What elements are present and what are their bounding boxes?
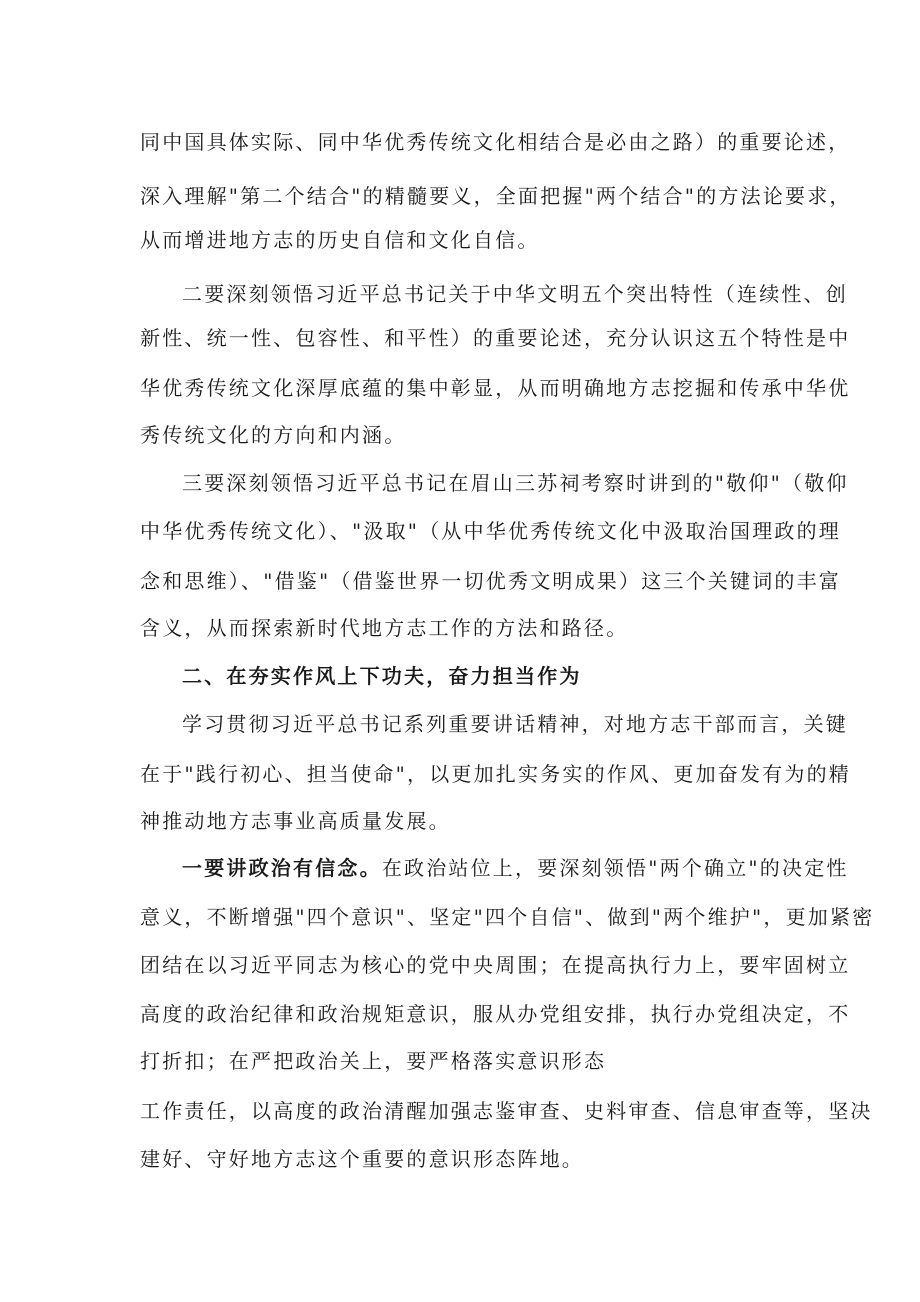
para6-line-2: 建好、守好地方志这个重要的意识形态阵地。	[140, 1147, 584, 1171]
para4-line-1: 学习贯彻习近平总书记系列重要讲话精神，对地方志干部而言，关键	[182, 712, 848, 736]
para1-line-3: 从而增进地方志的历史自信和文化自信。	[140, 228, 540, 252]
para5-line-1-rest: 在政治站位上，要深刻领悟"两个确立"的决定性	[381, 856, 849, 880]
para5-line-4: 高度的政治纪律和政治规矩意识，服从办党组安排，执行办党组决定，不	[140, 1002, 851, 1026]
para1-line-1: 同中国具体实际、同中华优秀传统文化相结合是必由之路）的重要论述，	[140, 130, 851, 154]
para3-line-1: 三要深刻领悟习近平总书记在眉山三苏祠考察时讲到的"敬仰"（敬仰	[182, 471, 849, 495]
para5-line-5: 打折扣；在严把政治关上，要严格落实意识形态	[140, 1049, 607, 1073]
para3-line-2: 中华优秀传统文化）、"汲取"（从中华优秀传统文化中汲取治国理政的理	[140, 519, 841, 543]
para2-line-1: 二要深刻领悟习近平总书记关于中华文明五个突出特性（连续性、创	[182, 282, 848, 306]
para4-line-2: 在于"践行初心、担当使命"，以更加扎实务实的作风、更加奋发有为的精	[140, 762, 851, 786]
para2-line-2: 新性、统一性、包容性、和平性）的重要论述，充分认识这五个特性是中	[140, 326, 851, 350]
para6-line-1: 工作责任，以高度的政治清醒加强志鉴审查、史料审查、信息审查等，坚决	[140, 1099, 873, 1123]
para5-line-3: 团结在以习近平同志为核心的党中央周围；在提高执行力上，要牢固树立	[140, 953, 851, 977]
para2-line-4: 秀传统文化的方向和内涵。	[140, 423, 407, 447]
section-heading: 二、在夯实作风上下功夫，奋力担当作为	[182, 664, 582, 688]
para5-line-1	[182, 854, 849, 882]
para4-line-3: 神推动地方志事业高质量发展。	[140, 809, 451, 833]
para5-line-2: 意义，不断增强"四个意识"、坚定"四个自信"、做到"两个维护"，更加紧密	[140, 905, 875, 929]
para3-line-3: 念和思维）、"借鉴"（借鉴世界一切优秀文明成果）这三个关键词的丰富	[140, 569, 841, 593]
para1-line-2: 深入理解"第二个结合"的精髓要义，全面把握"两个结合"的方法论要求，	[140, 184, 852, 208]
para5-lead: 一要讲政治有信念。	[182, 856, 382, 880]
para3-line-4: 含义，从而探索新时代地方志工作的方法和路径。	[140, 616, 629, 640]
para2-line-3: 华优秀传统文化深厚底蕴的集中彰显，从而明确地方志挖掘和传承中华优	[140, 376, 851, 400]
